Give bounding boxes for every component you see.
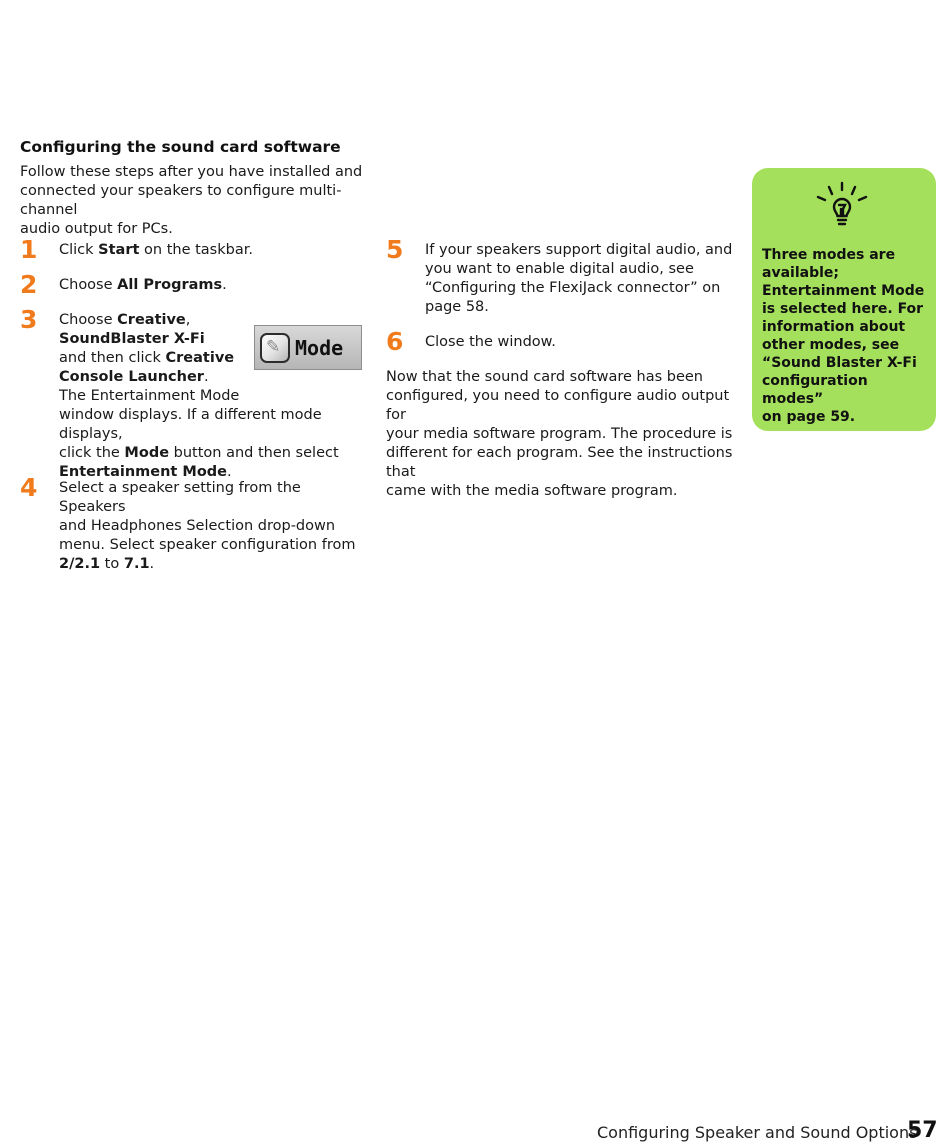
step-number: 4: [20, 473, 38, 502]
step-line: Entertainment Mode.: [59, 464, 232, 480]
step-line: Console Launcher.: [59, 369, 209, 385]
after-line: Now that the sound card software has been: [386, 369, 703, 385]
after-line: configured, you need to configure audio output for: [386, 388, 730, 423]
tip-line: is selected here. For: [762, 301, 924, 317]
tip-line: information about: [762, 319, 906, 335]
after-line: your media software program. The procedure is: [386, 426, 733, 442]
step-line: menu. Select speaker configuration from: [59, 537, 356, 553]
mode-button-image: [254, 325, 362, 370]
tip-line: “Sound Blaster X-Fi: [762, 355, 917, 371]
step-number: 3: [20, 305, 38, 334]
tip-line: on page 59.: [762, 409, 856, 425]
intro-paragraph: [20, 163, 370, 239]
step-line: window displays. If a different mode displays,: [59, 407, 322, 442]
tip-line: Entertainment Mode: [762, 283, 925, 299]
step-line: and then click Creative: [59, 350, 235, 366]
step-number: 5: [386, 235, 404, 264]
step-line: SoundBlaster X-Fi: [59, 331, 205, 347]
step-line: and Headphones Selection drop-down: [59, 518, 336, 534]
tip-line: Three modes are: [762, 247, 896, 263]
step-line: you want to enable digital audio, see: [425, 261, 694, 277]
tip-line: other modes, see: [762, 337, 900, 353]
after-line: different for each program. See the instructions that: [386, 445, 733, 480]
step-number: 6: [386, 327, 404, 356]
tip-line: configuration modes”: [762, 373, 868, 407]
intro-line: Follow these steps after you have installed and: [20, 164, 363, 180]
step-number: 1: [20, 235, 38, 264]
page-number: 57: [907, 1118, 938, 1143]
step-text: Choose All Programs.: [59, 277, 227, 293]
after-paragraph: [386, 368, 736, 501]
step-line: Select a speaker setting from the Speakers: [59, 480, 301, 515]
footer-chapter-title: Configuring Speaker and Sound Options: [597, 1123, 918, 1142]
tip-box: [752, 168, 936, 431]
step-line: page 58.: [425, 299, 489, 315]
step-text: [425, 241, 735, 317]
step-text: [59, 479, 359, 574]
tip-line: available;: [762, 265, 839, 281]
lightbulb-icon: [812, 180, 872, 238]
step-line: The Entertainment Mode: [59, 388, 240, 404]
step-text: Click Start on the taskbar.: [59, 242, 253, 258]
step-line: “Configuring the FlexiJack connector” on: [425, 280, 721, 296]
step-line: click the Mode button and then select: [59, 445, 339, 461]
mode-button-label: Mode: [295, 336, 344, 360]
intro-line: audio output for PCs.: [20, 221, 173, 237]
after-line: came with the media software program.: [386, 483, 678, 499]
step-text: Close the window.: [425, 334, 556, 350]
step-number: 2: [20, 270, 38, 299]
step-line: 2/2.1 to 7.1.: [59, 556, 155, 572]
pen-icon: ✎: [260, 333, 290, 363]
tip-text: [762, 246, 928, 426]
step-line: If your speakers support digital audio, and: [425, 242, 733, 258]
section-title: Configuring the sound card software: [20, 138, 341, 156]
intro-line: connected your speakers to configure multi-channel: [20, 183, 342, 218]
step-line: Choose Creative,: [59, 312, 191, 328]
